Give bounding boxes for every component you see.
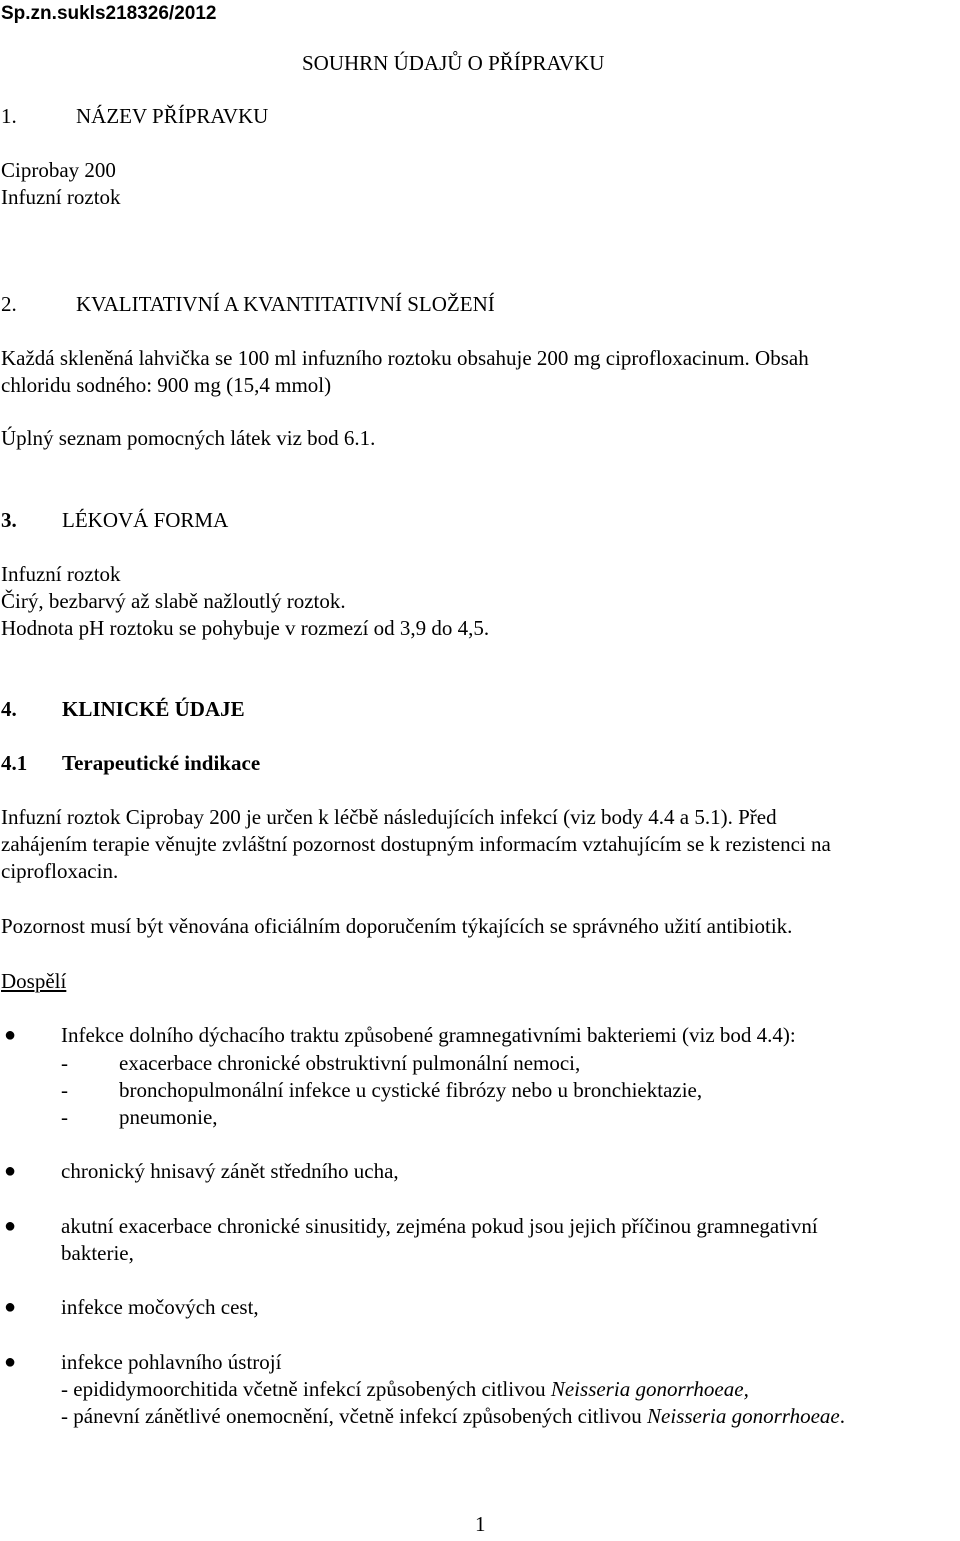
section-4-heading: KLINICKÉ ÚDAJE xyxy=(62,697,245,721)
sub-item-copd: exacerbace chronické obstruktivní pulmonální nemoci, xyxy=(119,1051,581,1075)
dash-icon: - xyxy=(61,1105,68,1129)
section-4-1-heading: Terapeutické indikace xyxy=(62,751,261,775)
indication-line-1: Infuzní roztok Ciprobay 200 je určen k léčbě následujících infekcí (viz body 4.4 a 5.1). Před xyxy=(1,805,777,829)
bullet-icon: ● xyxy=(4,1215,17,1237)
section-1-heading: NÁZEV PŘÍPRAVKU xyxy=(76,104,269,128)
indication-urinary: infekce močových cest, xyxy=(61,1295,259,1319)
section-2-heading: KVALITATIVNÍ A KVANTITATIVNÍ SLOŽENÍ xyxy=(76,292,495,316)
adults-subheading: Dospělí xyxy=(1,969,67,993)
document-title: SOUHRN ÚDAJŮ O PŘÍPRAVKU xyxy=(302,51,605,75)
indication-line-3: ciprofloxacin. xyxy=(1,859,119,883)
section-4-number: 4. xyxy=(1,697,17,721)
genital-sub-epididymoorchitis: - epididymoorchitida včetně infekcí způsobených citlivou Neisseria gonorrhoeae, xyxy=(61,1377,749,1401)
ph-range: Hodnota pH roztoku se pohybuje v rozmezí od 3,9 do 4,5. xyxy=(1,616,490,640)
bullet-icon: ● xyxy=(4,1160,17,1182)
sub-item-cystic-fibrosis: bronchopulmonální infekce u cystické fibrózy nebo u bronchiektazie, xyxy=(119,1078,703,1102)
section-3-number: 3. xyxy=(1,508,17,532)
indication-line-2: zahájením terapie věnujte zvláštní pozornost dostupným informacím vztahujícím se k rezistenci na xyxy=(1,832,831,856)
genital-sub-pelvic: - pánevní zánětlivé onemocnění, včetně infekcí způsobených citlivou Neisseria gonorrhoeae. xyxy=(61,1404,845,1428)
product-form: Infuzní roztok xyxy=(1,185,121,209)
antibiotic-guidance: Pozornost musí být věnována oficiálním doporučením týkajících se správného užití antibiotik. xyxy=(1,914,793,938)
indication-sinusitis-cont: bakterie, xyxy=(61,1241,134,1265)
indication-otitis: chronický hnisavý zánět středního ucha, xyxy=(61,1159,399,1183)
indication-sinusitis: akutní exacerbace chronické sinusitidy, zejména pokud jsou jejich příčinou gramnegativní xyxy=(61,1214,818,1238)
excipients-reference: Úplný seznam pomocných látek viz bod 6.1. xyxy=(1,426,376,450)
bullet-icon: ● xyxy=(4,1351,17,1373)
indication-lower-respiratory: Infekce dolního dýchacího traktu způsobené gramnegativními bakteriemi (viz bod 4.4): xyxy=(61,1023,796,1047)
bullet-icon: ● xyxy=(4,1296,17,1318)
dash-icon: - xyxy=(61,1078,68,1102)
appearance: Čirý, bezbarvý až slabě nažloutlý roztok. xyxy=(1,589,346,613)
reference-number: Sp.zn.sukls218326/2012 xyxy=(1,3,217,24)
section-2-number: 2. xyxy=(1,292,17,316)
product-name: Ciprobay 200 xyxy=(1,158,116,182)
composition-line-1: Každá skleněná lahvička se 100 ml infuzního roztoku obsahuje 200 mg ciprofloxacinum. Obsah xyxy=(1,346,809,370)
section-4-1-number: 4.1 xyxy=(1,751,28,775)
indication-genital: infekce pohlavního ústrojí xyxy=(61,1350,282,1374)
dash-icon: - xyxy=(61,1051,68,1075)
bullet-icon: ● xyxy=(4,1024,17,1046)
dosage-form: Infuzní roztok xyxy=(1,562,121,586)
page-number: 1 xyxy=(475,1512,486,1536)
section-3-heading: LÉKOVÁ FORMA xyxy=(62,508,229,532)
section-1-number: 1. xyxy=(1,104,17,128)
sub-item-pneumonia: pneumonie, xyxy=(119,1105,218,1129)
composition-line-2: chloridu sodného: 900 mg (15,4 mmol) xyxy=(1,373,332,397)
